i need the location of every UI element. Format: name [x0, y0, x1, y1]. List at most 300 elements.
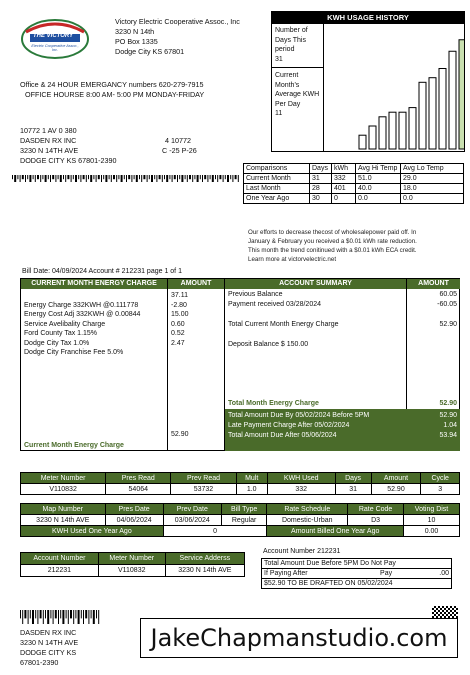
qr-module — [446, 610, 448, 612]
barcode-bar — [128, 175, 130, 179]
account-number-label: Account Number 212231 — [263, 548, 341, 555]
summary-label: Deposit Balance $ 150.00 — [228, 341, 309, 348]
usage-bar-chart — [324, 24, 464, 151]
barcode-bar — [232, 175, 233, 182]
barcode-bar — [28, 610, 29, 624]
summary-label: Total Current Month Energy Charge — [228, 321, 339, 328]
usage-bar — [389, 112, 396, 149]
barcode-bar — [162, 175, 163, 182]
barcode-bar — [73, 610, 74, 624]
table-cell: Rate Code — [348, 504, 404, 515]
barcode-bar — [235, 175, 237, 179]
barcode-bar — [24, 610, 26, 618]
barcode-bar — [116, 175, 117, 182]
if-paying-label: If Paying After — [262, 569, 379, 579]
customer-code: 10772 1 AV 0 380 — [20, 126, 77, 135]
col-kwh: kWh — [332, 164, 356, 174]
total-month-amount: 52.90 — [439, 400, 457, 407]
table-cell: Meter Number — [98, 553, 165, 565]
barcode-bar — [85, 610, 87, 618]
barcode-bar — [63, 175, 64, 179]
barcode-bar — [68, 610, 69, 624]
qr-module — [432, 612, 434, 614]
summary-amount: -60.05 — [437, 301, 457, 308]
table-row — [244, 174, 464, 184]
barcode-bar — [58, 175, 59, 179]
table-cell: 10 — [404, 515, 460, 526]
table-row — [21, 515, 460, 526]
barcode-bar — [20, 175, 21, 182]
divider — [167, 279, 168, 450]
late-row — [228, 421, 457, 431]
table-cell: V110832 — [21, 484, 106, 495]
barcode-bar — [30, 610, 31, 618]
table-cell: Pres Date — [105, 504, 163, 515]
qr-module — [442, 614, 444, 616]
days-label: Number of Days This period — [275, 27, 308, 53]
pay-amount: .00 — [417, 569, 452, 579]
qr-module — [438, 614, 440, 616]
table-cell: 212231 — [21, 565, 99, 577]
barcode-bar — [187, 175, 188, 182]
charge-label: Dodge City Tax 1.0% — [24, 339, 90, 347]
after-label: Total Amount Due After 05/06/2024 — [228, 432, 337, 439]
barcode-bar — [105, 175, 107, 182]
barcode-bar — [197, 175, 199, 182]
barcode-bar — [121, 175, 123, 182]
charge-label: Energy Charge 332KWH @0.111778 — [24, 301, 139, 309]
qr-module — [434, 614, 436, 616]
after-row — [228, 431, 457, 441]
table-cell: Cycle — [421, 473, 460, 484]
barcode-bar — [124, 175, 125, 179]
barcode-bar — [90, 175, 92, 182]
victory-logo — [20, 18, 90, 60]
postal-barcode — [12, 175, 240, 182]
customer-name: DASDEN RX INC — [20, 136, 77, 145]
barcode-bar — [40, 175, 41, 182]
barcode-bar — [118, 175, 119, 179]
col-days: Days — [310, 164, 332, 174]
barcode-bar — [179, 175, 180, 179]
barcode-bar — [93, 175, 94, 179]
qr-module — [436, 612, 438, 614]
energy-charge-header: CURRENT MONTH ENERGY CHARGE — [21, 279, 167, 289]
barcode-bar — [200, 175, 201, 179]
barcode-bar — [136, 175, 138, 182]
amt-year-value: 0.00 — [404, 526, 460, 537]
due-before-label: Total Amount Due Before 5PM Do Not Pay — [262, 559, 452, 569]
due-row — [228, 411, 457, 421]
barcode-bar — [166, 175, 168, 182]
table-row — [262, 559, 452, 569]
barcode-bar — [66, 610, 67, 618]
table-cell: Last Month — [244, 184, 310, 194]
qr-module — [442, 610, 444, 612]
barcode-bar — [42, 175, 43, 179]
barcode-bar — [202, 175, 203, 182]
company-address — [115, 17, 240, 57]
after-amount: 53.94 — [439, 432, 457, 439]
table-row — [21, 565, 245, 577]
barcode-bar — [52, 175, 54, 179]
qr-module — [444, 608, 446, 610]
barcode-bar — [103, 175, 104, 179]
table-cell: Regular — [221, 515, 267, 526]
kwh-year-value: 0 — [163, 526, 267, 537]
barcode-bar — [55, 175, 56, 182]
charge-amount: 0.60 — [171, 320, 185, 328]
barcode-bar — [20, 610, 21, 618]
table-cell: Rate Schedule — [267, 504, 348, 515]
summary-label: Payment received 03/28/2024 — [228, 301, 322, 308]
qr-module — [450, 606, 452, 608]
qr-module — [450, 610, 452, 612]
meter-table — [20, 472, 460, 495]
qr-module — [448, 612, 450, 614]
days-value: 31 — [275, 55, 283, 63]
barcode-bar — [169, 175, 170, 179]
barcode-bar — [126, 175, 127, 182]
table-cell: 51.0 — [356, 174, 401, 184]
charge-label: Service Avelibality Charge — [24, 320, 106, 328]
charge-label: Ford County Tax 1.15% — [24, 330, 98, 337]
qr-module — [434, 610, 436, 612]
usage-bar — [439, 69, 446, 150]
barcode-bar — [55, 610, 57, 618]
barcode-bar — [210, 175, 211, 179]
logo-subtext: Electric Cooperative Assoc., Inc. — [31, 44, 79, 52]
table-cell: 31 — [335, 484, 371, 495]
usage-history-panel — [271, 11, 465, 152]
amount-header: AMOUNT — [168, 279, 224, 289]
barcode-bar — [35, 610, 36, 618]
notice-line: Learn more at victorvelectric.net — [248, 256, 337, 263]
qr-module — [440, 612, 442, 614]
barcode-bar — [204, 175, 206, 179]
table-cell: 401 — [332, 184, 356, 194]
notice-line: This month the trend conitinued with a $0.01 kWh ECA credit. — [248, 247, 417, 254]
barcode-bar — [207, 175, 208, 182]
summary-amount-header: AMOUNT — [407, 279, 460, 289]
barcode-bar — [60, 175, 62, 182]
barcode-bar — [78, 175, 79, 179]
usage-bar — [409, 108, 416, 149]
barcode-bar — [50, 175, 51, 182]
charge-label — [24, 291, 166, 301]
table-cell: Map Number — [21, 504, 106, 515]
table-cell: Bill Type — [221, 504, 267, 515]
usage-bar — [369, 126, 376, 149]
qr-module — [450, 614, 452, 616]
barcode-bar — [53, 610, 54, 624]
barcode-bar — [225, 175, 226, 179]
barcode-bar — [48, 175, 49, 179]
footer-line: 3230 N 14TH AVE — [20, 638, 79, 647]
barcode-bar — [113, 175, 115, 179]
table-cell: 1.0 — [236, 484, 267, 495]
table-cell: 3230 N 14th AVE — [165, 565, 244, 577]
barcode-bar — [43, 610, 44, 624]
table-row — [21, 526, 460, 537]
charge-amount: 0.52 — [171, 330, 185, 337]
table-cell: Account Number — [21, 553, 99, 565]
qr-module — [444, 612, 446, 614]
footer-line: DODGE CITY KS — [20, 648, 77, 657]
barcode-bar — [91, 610, 92, 618]
usage-bar — [429, 78, 436, 149]
barcode-bar — [47, 610, 49, 624]
barcode-bar — [75, 175, 77, 182]
table-cell: 332 — [267, 484, 335, 495]
qr-module — [440, 608, 442, 610]
barcode-bar — [71, 175, 72, 182]
qr-module — [454, 614, 456, 616]
amt-year-label: Amount Billed One Year Ago — [267, 526, 404, 537]
office-info — [20, 80, 204, 100]
office-hours-line: OFFICE HOURSE 8:00 AM- 5:00 PM MONDAY-FRIDAY — [25, 90, 205, 99]
late-label: Late Payment Charge After 05/02/2024 — [228, 422, 350, 429]
charge-label: Dodge City Franchise Fee 5.0% — [24, 349, 124, 356]
table-cell: 28 — [310, 184, 332, 194]
stub-barcode — [20, 610, 100, 624]
barcode-bar — [172, 175, 173, 182]
footer-address — [20, 628, 78, 668]
barcode-bar — [75, 610, 76, 618]
barcode-bar — [154, 175, 155, 179]
charge-amount: 37.11 — [171, 292, 188, 299]
drafted-text: $52.90 TO BE DRAFTED ON 05/02/2024 — [262, 579, 452, 589]
table-cell: 31 — [310, 174, 332, 184]
customer-address — [20, 126, 117, 166]
table-cell: Domestic-Urban — [267, 515, 348, 526]
barcode-bar — [96, 610, 97, 618]
table-cell: Meter Number — [21, 473, 106, 484]
barcode-bar — [149, 175, 150, 179]
table-row — [244, 184, 464, 194]
late-amount: 1.04 — [443, 422, 457, 429]
barcode-bar — [40, 610, 42, 618]
summary-amount: 52.90 — [439, 321, 457, 328]
qr-module — [454, 606, 456, 608]
barcode-bar — [230, 175, 231, 179]
table-row — [262, 569, 452, 579]
barcode-bar — [80, 175, 81, 182]
usage-stats — [272, 24, 324, 151]
comparisons-header — [244, 164, 464, 174]
table-cell: Mult — [236, 473, 267, 484]
barcode-bar — [212, 175, 214, 182]
qr-module — [432, 608, 434, 610]
charges-labels — [24, 291, 166, 358]
notice-line: Our efforts to decrease thecost of wholesalepower paid off. In — [248, 229, 417, 236]
qr-module — [442, 606, 444, 608]
qr-module — [452, 612, 454, 614]
barcode-bar — [22, 610, 23, 624]
charge-amount: 15.00 — [171, 311, 189, 318]
pay-label: Pay — [378, 569, 417, 579]
table-cell: 30 — [310, 194, 332, 204]
barcode-bar — [134, 175, 135, 179]
barcode-bar — [83, 175, 85, 179]
table-cell: 0 — [332, 194, 356, 204]
barcode-bar — [147, 175, 148, 182]
barcode-bar — [45, 175, 47, 182]
barcode-bar — [29, 175, 31, 182]
barcode-bar — [238, 175, 239, 182]
qr-module — [448, 608, 450, 610]
divider — [272, 67, 323, 68]
qr-module — [454, 610, 456, 612]
table-cell: 332 — [332, 174, 356, 184]
col-comparisons: Comparisons — [244, 164, 310, 174]
table-cell: 0.0 — [401, 194, 464, 204]
table-cell: Current Month — [244, 174, 310, 184]
table-cell: 04/06/2024 — [105, 515, 163, 526]
due-label: Total Amount Due By 05/02/2024 Before 5PM — [228, 412, 370, 419]
qr-module — [456, 612, 458, 614]
usage-bar — [359, 135, 366, 149]
table-cell: Days — [335, 473, 371, 484]
barcode-bar — [32, 610, 34, 624]
account-table — [20, 552, 245, 577]
qr-module — [438, 606, 440, 608]
barcode-bar — [156, 175, 157, 182]
barcode-bar — [194, 175, 195, 179]
barcode-bar — [88, 175, 89, 179]
barcode-bar — [227, 175, 229, 182]
due-amount: 52.90 — [439, 412, 457, 419]
qr-module — [456, 608, 458, 610]
barcode-bar — [219, 175, 221, 179]
barcode-bar — [12, 175, 13, 179]
barcode-bar — [27, 175, 28, 179]
charges-amounts — [171, 291, 221, 348]
barcode-bar — [67, 175, 69, 179]
usage-bar — [399, 112, 406, 149]
col-avg-lo: Avg Lo Temp — [401, 164, 464, 174]
barcode-bar — [22, 175, 24, 179]
table-cell: 0.0 — [356, 194, 401, 204]
barcode-bar — [73, 175, 74, 179]
charges-total-amount: 52.90 — [171, 431, 189, 438]
barcode-bar — [159, 175, 161, 179]
table-cell: Prev Date — [163, 504, 221, 515]
table-cell: 54064 — [106, 484, 171, 495]
barcode-bar — [33, 175, 34, 179]
qr-module — [452, 608, 454, 610]
barcode-bar — [164, 175, 165, 179]
map-table — [20, 503, 460, 537]
col-avg-hi: Avg Hi Temp — [356, 164, 401, 174]
barcode-bar — [131, 175, 132, 182]
table-cell: Voting Dist — [404, 504, 460, 515]
charge-amount: 2.47 — [171, 339, 185, 347]
table-row — [21, 484, 460, 495]
company-city: Dodge City KS 67801 — [115, 47, 185, 56]
meter-header — [21, 473, 460, 484]
table-cell: KWH Used — [267, 473, 335, 484]
total-month-label: Total Month Energy Charge — [228, 400, 319, 407]
notice-line: January & February you received a $0.01 kWh rate reduction. — [248, 238, 417, 245]
table-cell: 29.0 — [401, 174, 464, 184]
route-code: 4 10772 — [165, 136, 191, 145]
barcode-bar — [223, 175, 224, 182]
barcode-bar — [50, 610, 51, 618]
usage-bar — [449, 51, 456, 149]
barcode-bar — [189, 175, 191, 179]
table-cell: V110832 — [98, 565, 165, 577]
table-cell: 03/06/2024 — [163, 515, 221, 526]
barcode-bar — [65, 175, 66, 182]
qr-module — [434, 606, 436, 608]
customer-street: 3230 N 14TH AVE — [20, 146, 79, 155]
barcode-bar — [83, 610, 84, 624]
barcode-bar — [141, 175, 142, 182]
barcode-bar — [217, 175, 218, 182]
table-cell: 3230 N 14th AVE — [21, 515, 106, 526]
barcode-bar — [45, 610, 46, 618]
map-header — [21, 504, 460, 515]
barcode-bar — [98, 610, 99, 624]
summary-labels — [228, 291, 404, 348]
barcode-bar — [215, 175, 216, 179]
barcode-bar — [37, 610, 38, 624]
table-cell: D3 — [348, 515, 404, 526]
company-pobox: PO Box 1335 — [115, 37, 158, 46]
barcode-bar — [37, 175, 39, 179]
footer-line: 67801-2390 — [20, 658, 59, 667]
table-row — [262, 579, 452, 589]
summary-amount: 60.05 — [439, 291, 457, 298]
customer-route — [162, 136, 197, 156]
account-summary-header: ACCOUNT SUMMARY — [225, 279, 406, 289]
barcode-bar — [174, 175, 176, 179]
company-street: 3230 N 14th — [115, 27, 155, 36]
qr-module — [438, 610, 440, 612]
footer-line: DASDEN RX INC — [20, 628, 77, 637]
table-cell: Prev Read — [171, 473, 236, 484]
payment-stub-table — [261, 558, 452, 589]
watermark-box: JakeChapmanstudio.com — [140, 618, 458, 658]
barcode-bar — [98, 175, 100, 179]
qr-module — [436, 608, 438, 610]
barcode-bar — [93, 610, 95, 624]
customer-city: DODGE CITY KS 67801-2390 — [20, 156, 117, 165]
barcode-bar — [192, 175, 193, 182]
barcode-bar — [35, 175, 36, 182]
company-name: Victory Electric Cooperative Assoc., Inc — [115, 17, 240, 26]
barcode-bar — [151, 175, 153, 182]
table-cell: One Year Ago — [244, 194, 310, 204]
barcode-bar — [143, 175, 145, 179]
comparisons-table — [243, 163, 464, 204]
table-cell: 3 — [421, 484, 460, 495]
barcode-bar — [25, 175, 26, 182]
summary-label: Previous Balance — [228, 291, 283, 298]
kwh-year-label: KWH Used One Year Ago — [21, 526, 164, 537]
cycle-code: C -25 P-26 — [162, 146, 197, 155]
table-cell: Pres Read — [106, 473, 171, 484]
barcode-bar — [185, 175, 186, 179]
usage-history-title: KWH USAGE HISTORY — [272, 12, 464, 24]
barcode-bar — [101, 175, 102, 182]
barcode-bar — [88, 610, 89, 624]
barcode-bar — [109, 175, 110, 179]
barcode-bar — [96, 175, 97, 182]
avg-value: 11 — [275, 110, 283, 117]
barcode-bar — [60, 610, 61, 618]
